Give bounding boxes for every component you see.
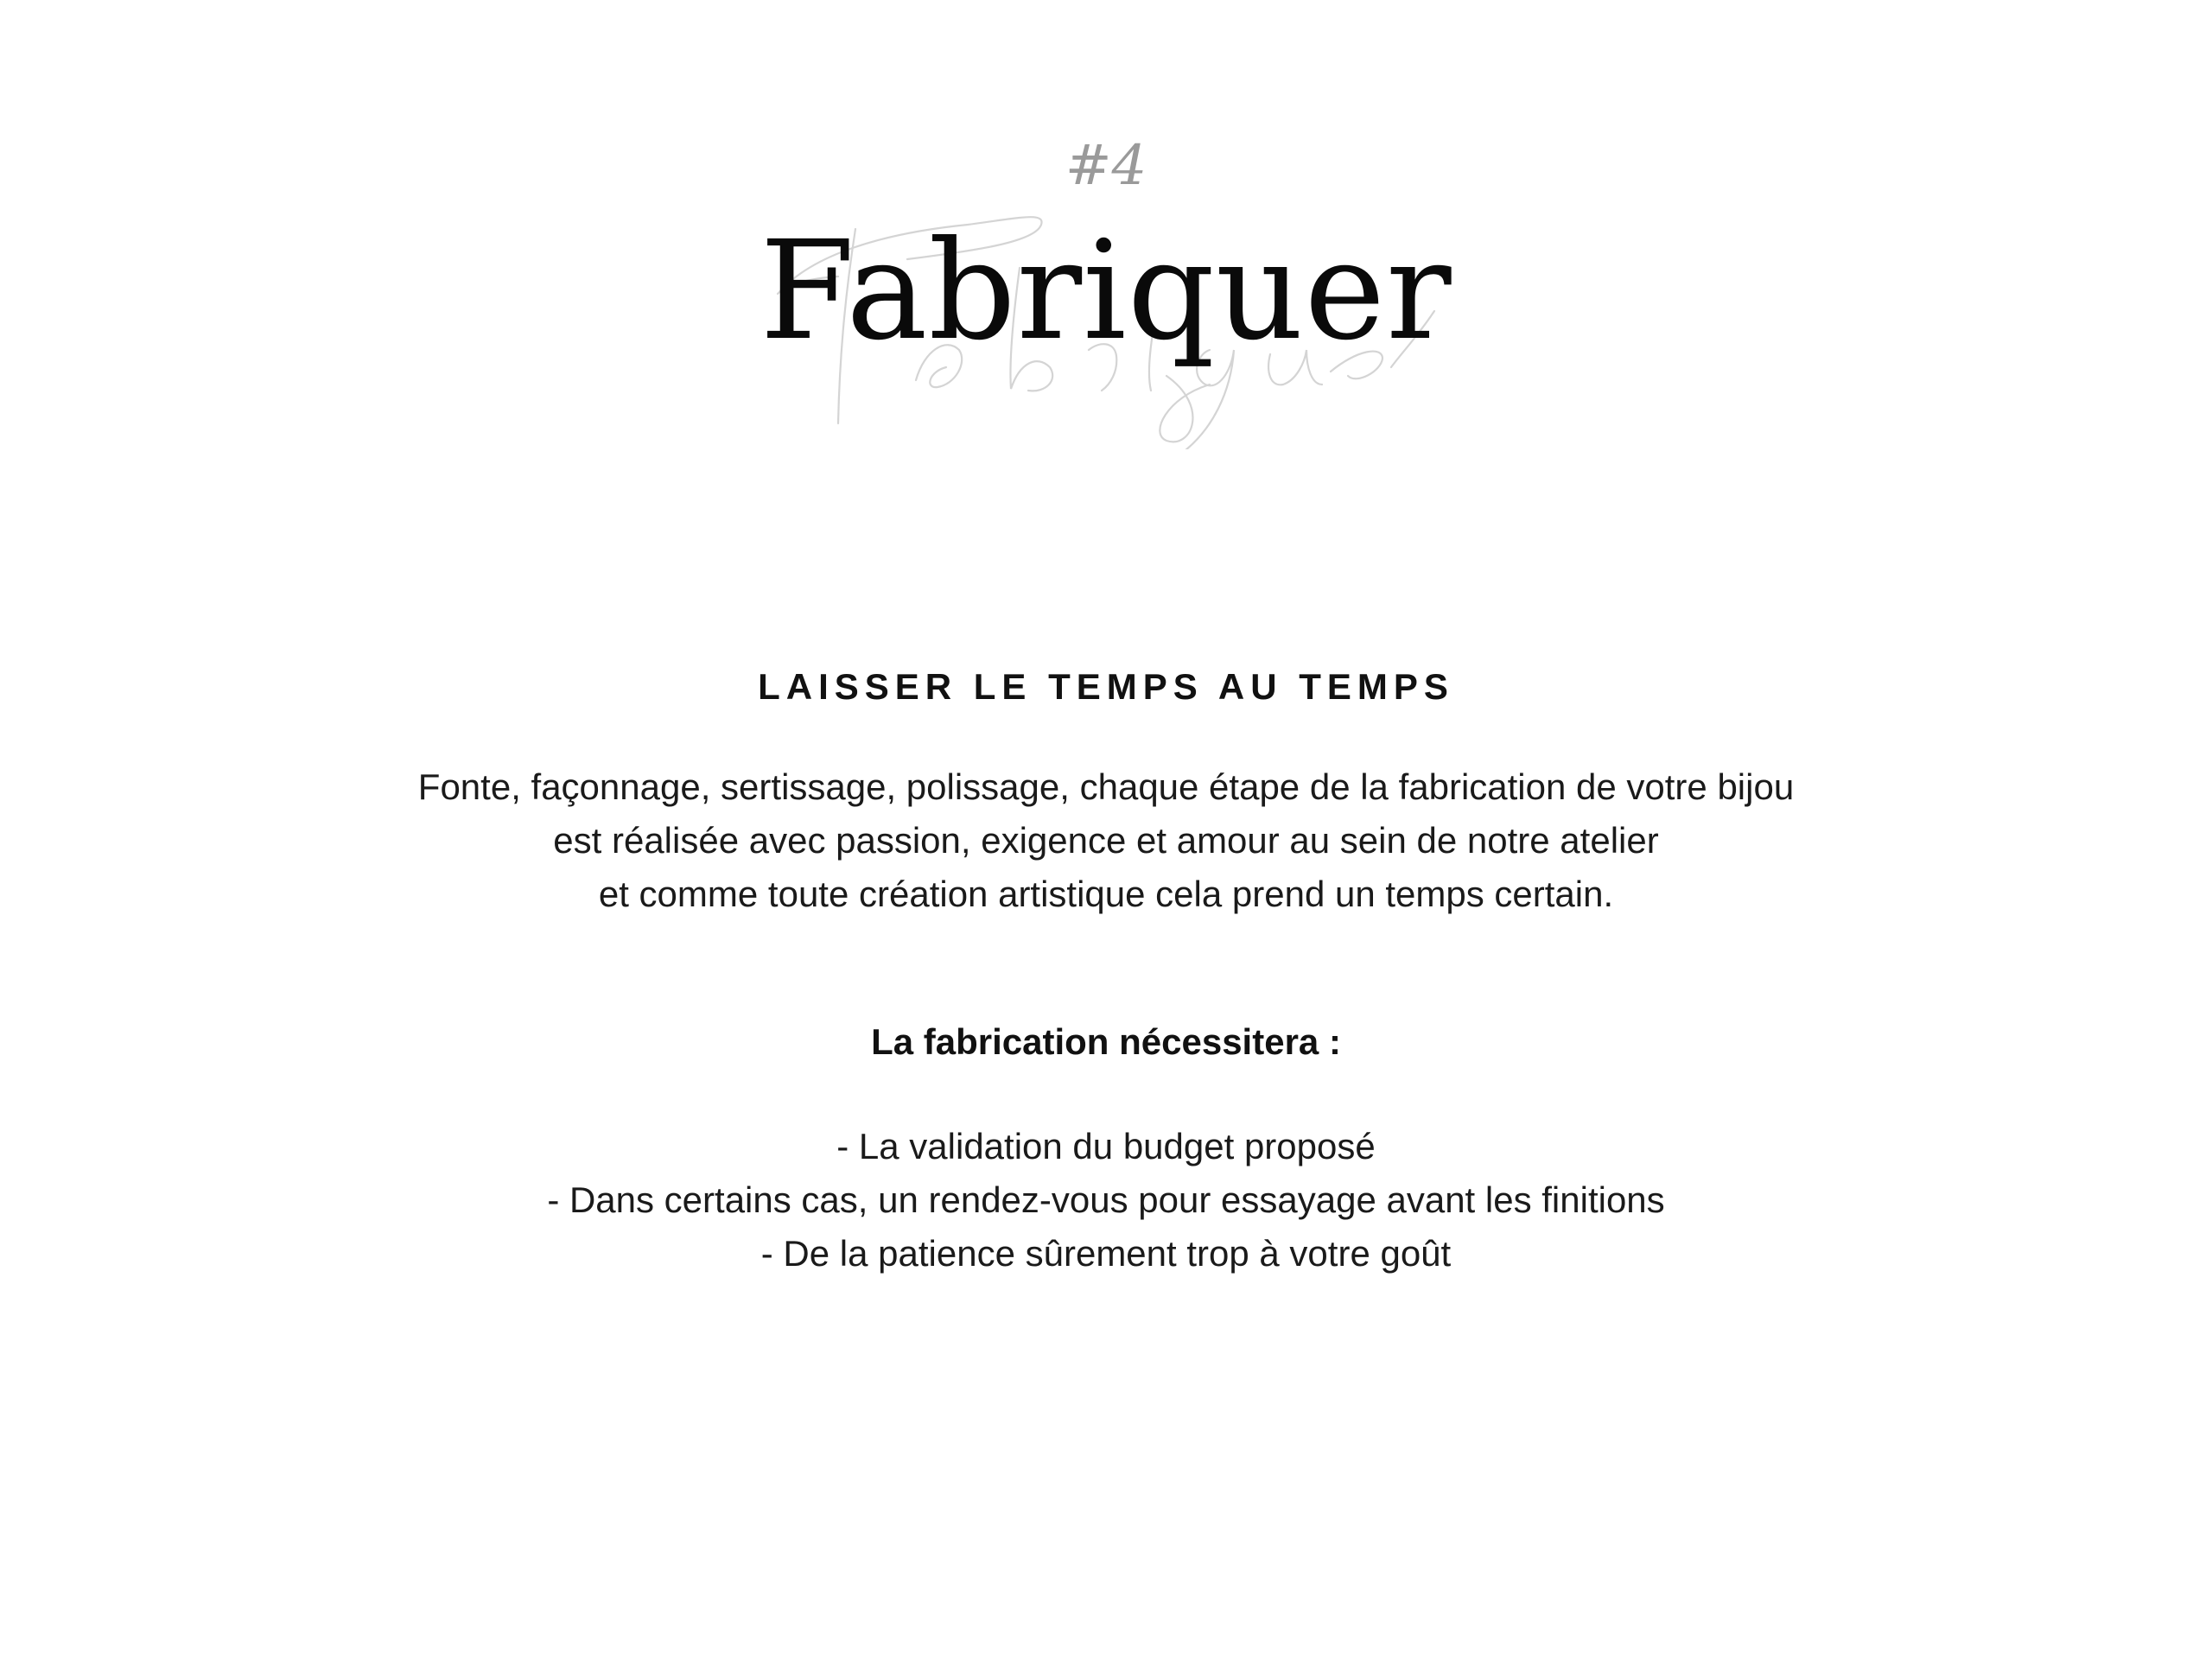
requirements-heading: La fabrication nécessitera : [871, 1021, 1341, 1063]
list-item: - De la patience sûrement trop à votre goût [760, 1233, 1452, 1274]
section-heading: LAISSER LE TEMPS AU TEMPS [758, 666, 1454, 707]
hero-section [0, 130, 2212, 458]
list-item: - La validation du budget proposé [836, 1126, 1376, 1167]
intro-line: Fonte, façonnage, sertissage, polissage, chaque étape de la fabrication de votre bijou [417, 766, 1795, 808]
page-title: Fabriquer [760, 212, 1452, 371]
content-section [0, 665, 2212, 1281]
intro-paragraph [285, 760, 1927, 921]
requirements-list [0, 1120, 2212, 1281]
step-number: #4 [1065, 134, 1147, 198]
list-item: - Dans certains cas, un rendez-vous pour essayage avant les finitions [547, 1179, 1665, 1221]
intro-line: et comme toute création artistique cela prend un temps certain. [598, 874, 1614, 915]
intro-line: est réalisée avec passion, exigence et amour au sein de notre atelier [553, 820, 1659, 861]
